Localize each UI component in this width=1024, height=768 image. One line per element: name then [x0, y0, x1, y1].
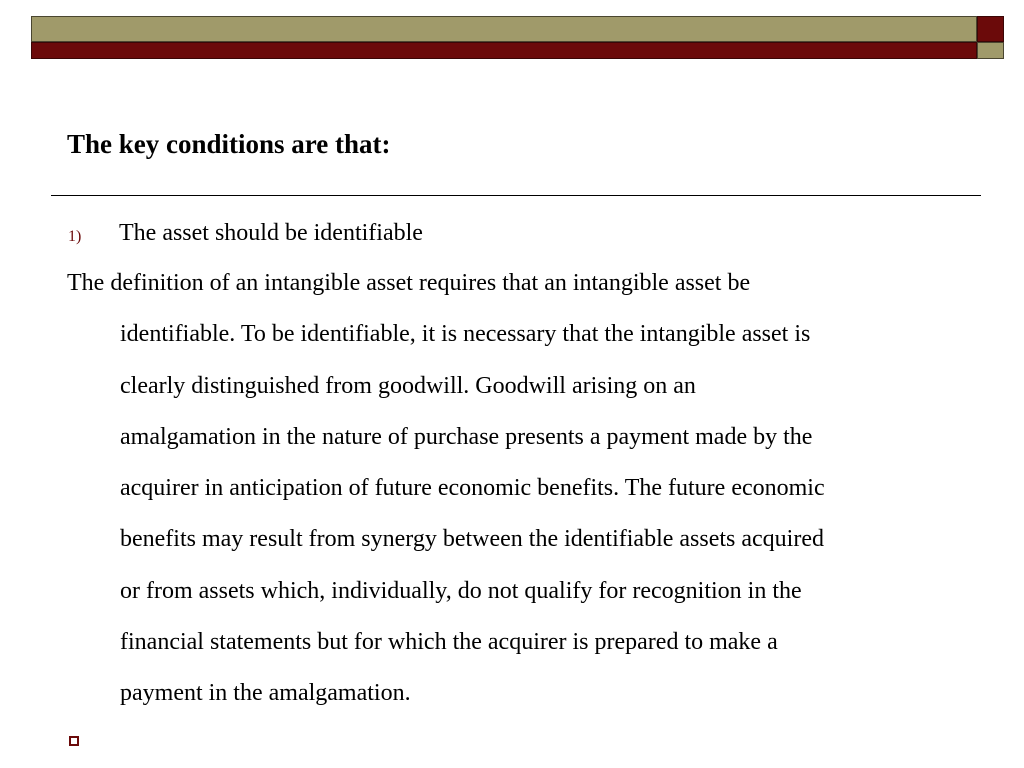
- body-paragraph: [67, 258, 967, 720]
- slide-title: The key conditions are that:: [67, 129, 391, 159]
- body-line: clearly distinguished from goodwill. Goodwill arising on an: [120, 372, 696, 399]
- hollow-square-icon: [69, 736, 79, 746]
- header-maroon-square: [977, 16, 1004, 42]
- header-olive-bar: [31, 16, 977, 42]
- header-olive-square: [977, 42, 1004, 59]
- body-line: benefits may result from synergy between the identifiable assets acquired: [120, 526, 824, 553]
- body-line: payment in the amalgamation.: [120, 680, 411, 707]
- body-line: amalgamation in the nature of purchase presents a payment made by the: [120, 423, 813, 450]
- list-item-text: The asset should be identifiable: [119, 220, 423, 246]
- header-maroon-bar: [31, 42, 977, 59]
- title-divider: [51, 195, 981, 196]
- body-line: identifiable. To be identifiable, it is necessary that the intangible asset is: [120, 321, 811, 348]
- body-line: or from assets which, individually, do not qualify for recognition in the: [120, 577, 802, 604]
- list-item-number: 1): [68, 228, 82, 245]
- body-line: acquirer in anticipation of future economic benefits. The future economic: [120, 475, 825, 502]
- body-line: financial statements but for which the acquirer is prepared to make a: [120, 629, 778, 656]
- body-line: The definition of an intangible asset requires that an intangible asset be: [67, 270, 751, 296]
